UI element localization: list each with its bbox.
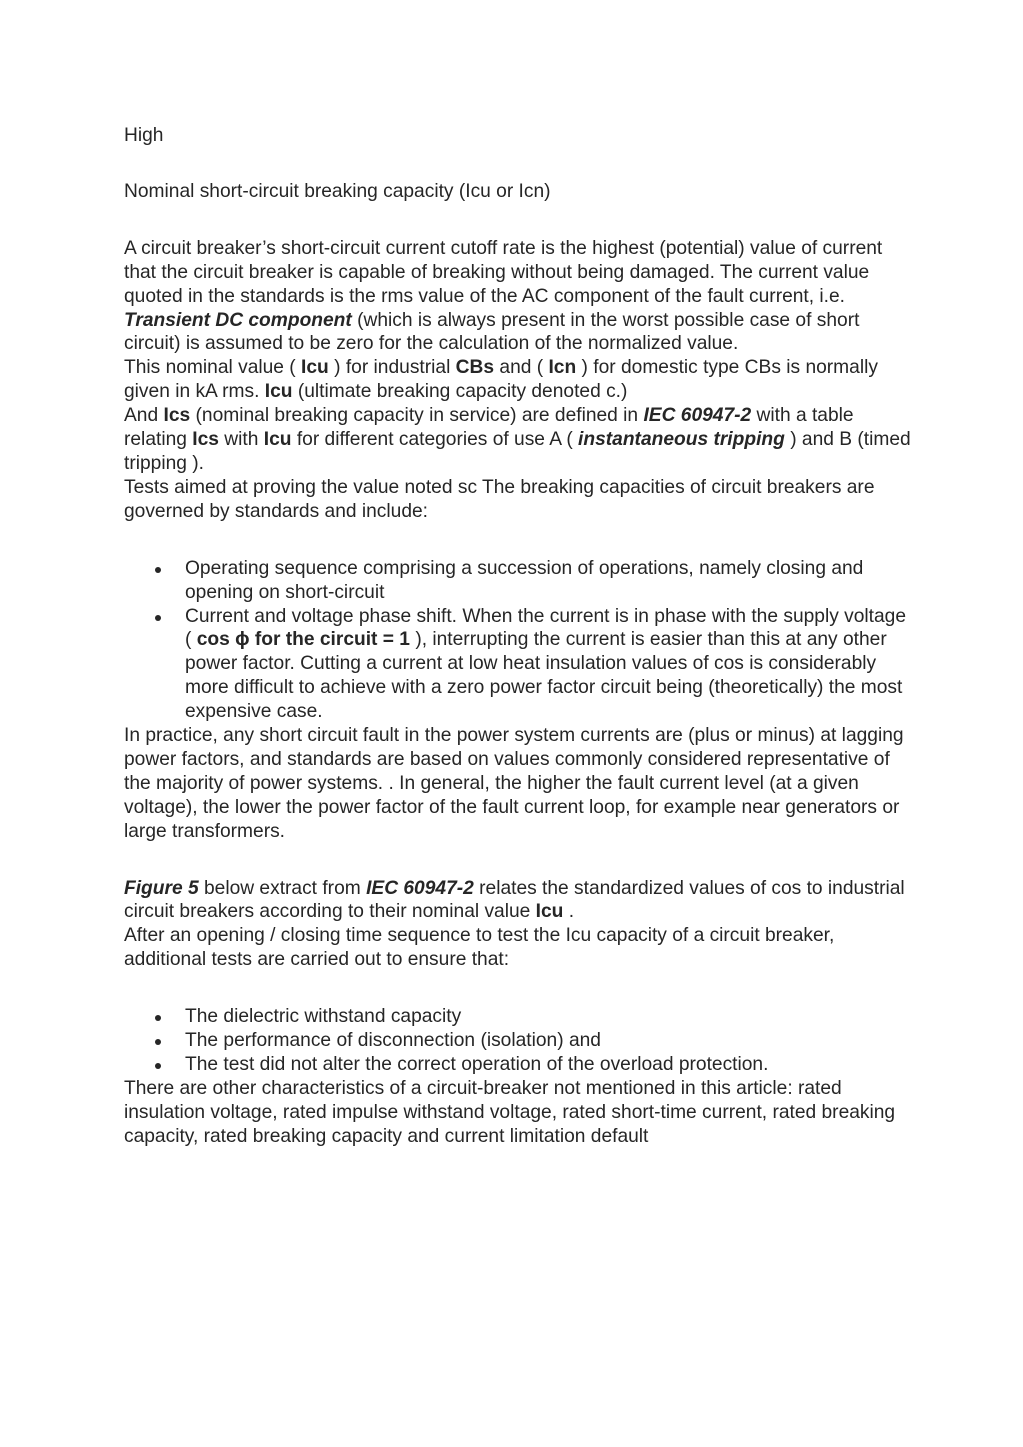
test-list (124, 557, 914, 724)
text-run: ) for domestic type CBs is normally given in kA rms. (124, 357, 878, 403)
text-run: (which is always present in the worst possible case of short circuit) is assumed to be zero for the calculation of the normalized value. (124, 309, 860, 355)
text-run: . (563, 901, 575, 923)
term-ics: Ics (163, 405, 191, 427)
list-item: Operating sequence comprising a succession of operations, namely closing and opening on short-circuit (185, 557, 914, 605)
list-item: The test did not alter the correct operation of the overload protection. (185, 1053, 914, 1077)
text-run: Current and voltage phase shift. When the current is in phase with the supply voltage ( (185, 605, 907, 651)
term-icu: Icu (301, 357, 329, 379)
intro-block (124, 237, 914, 524)
intro-paragraph-3 (124, 404, 914, 476)
text-run: (ultimate breaking capacity denoted c.) (292, 381, 628, 403)
after-paragraph: After an opening / closing time sequence to test the Icu capacity of a circuit breaker, additional tests are carried out to ensure that: (124, 925, 835, 971)
intro-paragraph-2 (124, 356, 914, 404)
intro-paragraph-1 (124, 237, 914, 357)
text-run: and ( (494, 357, 549, 379)
text-run: for different categories of use A ( (291, 429, 579, 451)
page-heading: High (124, 125, 164, 146)
term-icu: Icu (264, 381, 293, 403)
text-run: ) for industrial (328, 357, 456, 379)
term-icn: Icn (548, 357, 577, 379)
term-ics: Ics (192, 429, 219, 451)
term-icu: Icu (535, 901, 564, 923)
list-item: The dielectric withstand capacity (185, 1005, 914, 1029)
text-run: This nominal value ( (124, 357, 302, 379)
term-cbs: CBs (455, 357, 495, 379)
section-title: Nominal short-circuit breaking capacity (Icu or Icn) (124, 180, 551, 202)
emphasis-text: instantaneous tripping (578, 429, 785, 451)
list-item: The performance of disconnection (isolation) and (185, 1029, 914, 1053)
figure-reference: Figure 5 (124, 877, 199, 899)
text-run: relates the standardized values of cos to industrial circuit breakers according to their nominal value (124, 877, 905, 923)
closing-paragraph: There are other characteristics of a circuit-breaker not mentioned in this article: rated insulation voltage, rated impulse withstand voltage, rated short-time current, rated breaking capacity, rated breaking capacity and current limitation default (124, 1077, 896, 1147)
additional-tests-list (124, 1005, 914, 1077)
intro-paragraph-4: Tests aimed at proving the value noted sc The breaking capacities of circuit breakers are governed by standards and include: (124, 476, 875, 522)
text-run: ) and B (timed tripping ). (124, 429, 911, 474)
formula-text: cos ϕ for the circuit = 1 (196, 629, 410, 651)
standard-reference: IEC 60947-2 (643, 405, 752, 427)
practice-paragraph: In practice, any short circuit fault in the power system currents are (plus or minus) at lagging power factors, and standards are based on values commonly considered representative of the majority of power systems. . In general, the higher the fault current level (at a given voltage), the lower the power factor of the fault current loop, for example near generators or large transformers. (124, 725, 904, 842)
text-run: (nominal breaking capacity in service) are defined in (190, 405, 644, 427)
figure-paragraph (124, 877, 914, 925)
emphasis-text: Transient DC component (124, 309, 352, 331)
text-run: with (218, 429, 264, 451)
document-page (124, 124, 914, 1149)
text-run: And (124, 405, 164, 427)
list-item (185, 605, 914, 725)
text-run: below extract from (198, 877, 367, 899)
text-run: ), interrupting the current is easier than this at any other power factor. Cutting a current at low heat insulation values of cos is considerably more difficult to achieve with a zero power factor circuit being (theoretically) the most expensive case. (185, 629, 903, 723)
text-run: with a table relating (124, 405, 854, 451)
text-run: A circuit breaker’s short-circuit current cutoff rate is the highest (potential) value of current that the circuit breaker is capable of breaking without being damaged. The current value quoted in the standards is the rms value of the AC component of the fault current, i.e. (124, 237, 883, 307)
standard-reference: IEC 60947-2 (366, 877, 474, 899)
term-icu: Icu (263, 429, 292, 451)
